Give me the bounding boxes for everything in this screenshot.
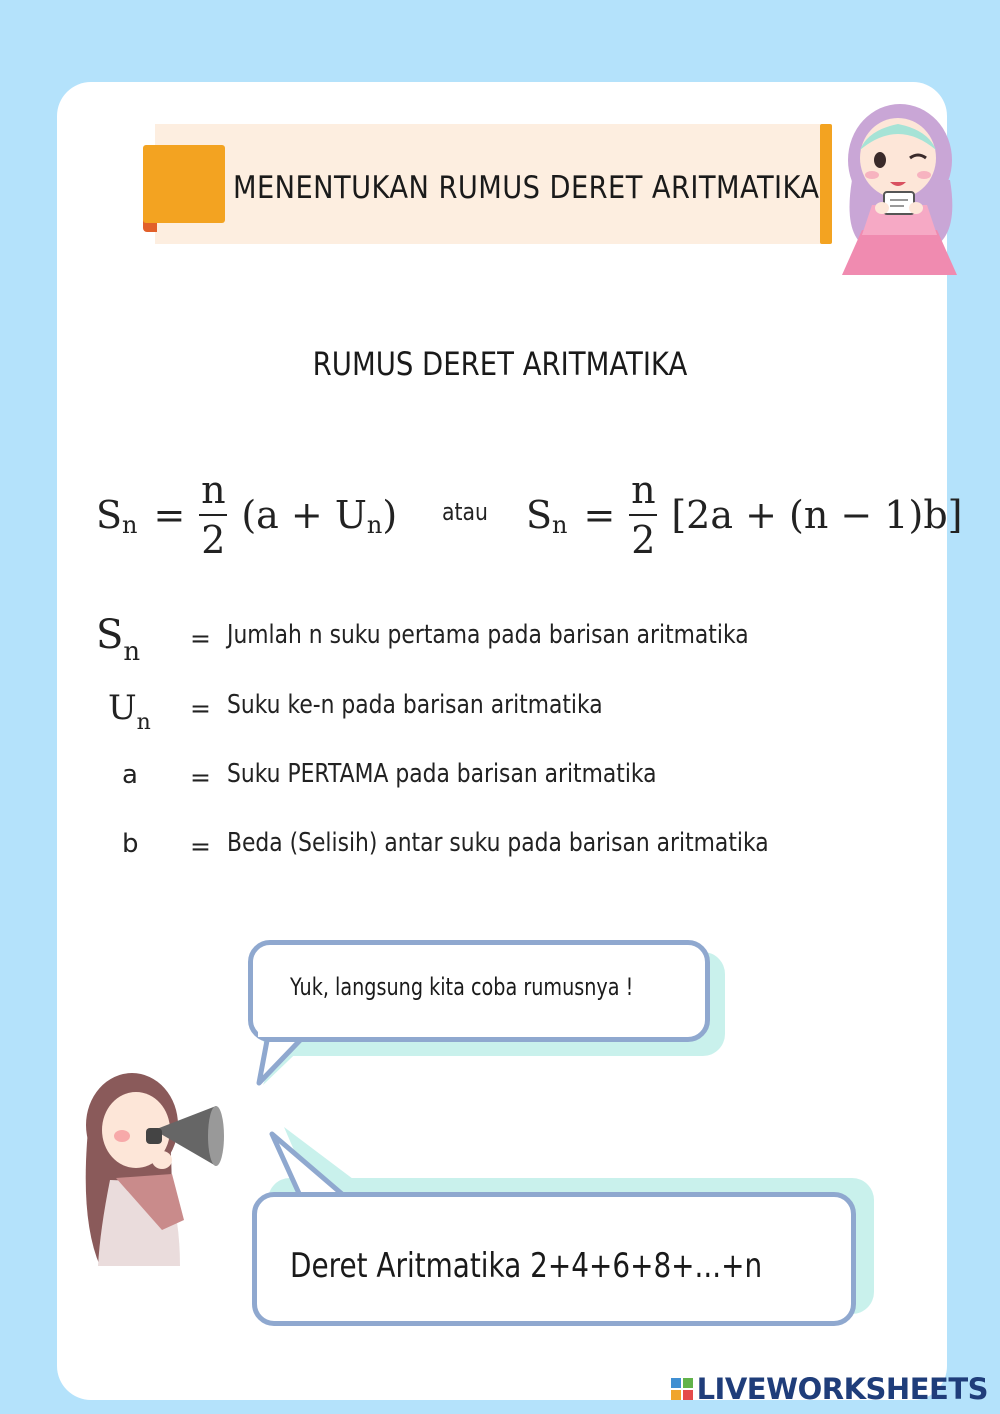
symbol-subscript: n <box>123 637 141 667</box>
formula-2-lhs-sub: n <box>552 511 568 539</box>
bubble-tail-cover <box>300 1192 346 1202</box>
symbol-letter: U <box>108 688 137 728</box>
watermark-text: LIVEWORKSHEETS <box>696 1372 988 1406</box>
formula-2-denominator: 2 <box>631 518 656 562</box>
definition-equals: = <box>190 694 211 723</box>
definition-symbol-b: b <box>122 829 139 859</box>
formula-1-lhs-sub: n <box>122 511 138 539</box>
banner-accent-bar <box>820 124 832 244</box>
definition-equals: = <box>190 832 211 861</box>
fraction-bar <box>199 514 227 516</box>
definition-text-sn: Jumlah n suku pertama pada barisan aritmatika <box>227 620 749 650</box>
definition-text-a: Suku PERTAMA pada barisan aritmatika <box>227 759 657 789</box>
formula-1-lhs: S <box>96 493 123 537</box>
sum-formula-1 <box>96 470 397 560</box>
formula-1-equals: = <box>153 493 186 537</box>
formula-1-numerator: n <box>201 468 226 512</box>
definition-equals: = <box>190 624 211 653</box>
formula-2-numerator: n <box>631 468 656 512</box>
liveworksheets-watermark <box>671 1372 988 1406</box>
definition-symbol-a: a <box>122 760 138 790</box>
definition-symbol-un <box>108 688 151 735</box>
formula-1-rest-sub: n <box>366 511 383 539</box>
girl-writing-illustration <box>832 100 967 285</box>
sum-formula-2 <box>526 470 962 560</box>
banner-accent-square <box>143 145 225 223</box>
formula-1-denominator: 2 <box>201 518 226 562</box>
liveworksheets-logo-icon <box>671 1378 693 1400</box>
page-title: MENENTUKAN RUMUS DERET ARITMATIKA <box>233 170 820 206</box>
definition-text-b: Beda (Selisih) antar suku pada barisan aritmatika <box>227 828 769 858</box>
formula-separator: atau <box>442 498 488 526</box>
fraction-bar <box>629 514 657 516</box>
girl-megaphone-illustration <box>80 1070 230 1270</box>
formula-2-equals: = <box>583 493 616 537</box>
formula-2-rest: [2a + (n − 1)b] <box>671 493 963 537</box>
definition-equals: = <box>190 763 211 792</box>
formula-2-fraction <box>629 470 657 560</box>
definition-symbol-sn <box>96 612 141 667</box>
formula-1-fraction <box>199 470 227 560</box>
symbol-letter: S <box>96 612 124 658</box>
formula-1-rest-open: (a + U <box>241 493 367 537</box>
symbol-subscript: n <box>136 710 151 735</box>
formula-2-lhs: S <box>526 493 553 537</box>
bubble-bottom-text: Deret Aritmatika 2+4+6+8+...+n <box>290 1246 763 1286</box>
definition-text-un: Suku ke-n pada barisan aritmatika <box>227 690 603 720</box>
bubble-tail-cover <box>258 1028 308 1048</box>
section-title: RUMUS DERET ARITMATIKA <box>312 345 688 383</box>
bubble-top-text: Yuk, langsung kita coba rumusnya ! <box>290 973 634 1001</box>
formula-1-rest-close: ) <box>382 493 398 537</box>
